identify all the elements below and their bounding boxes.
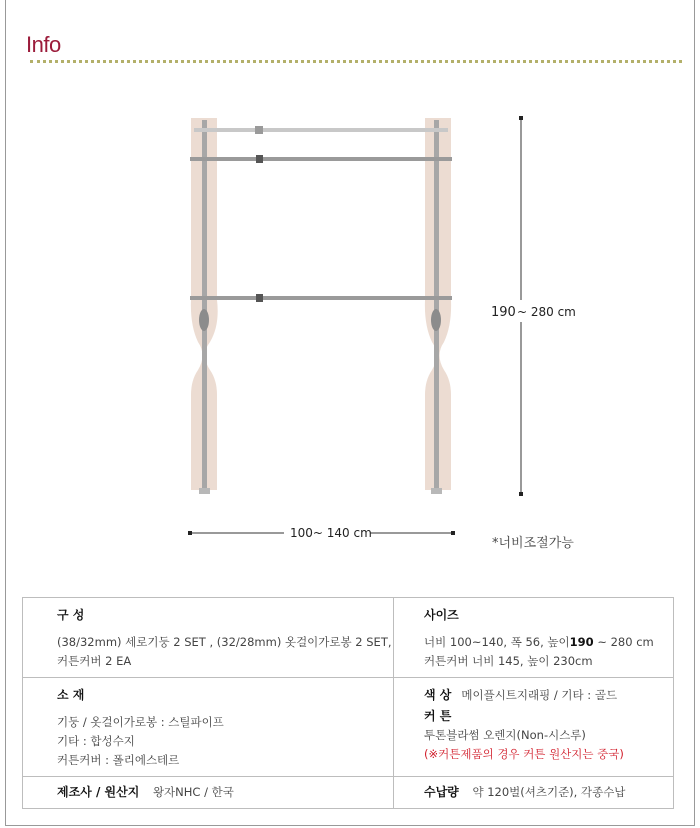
material-line-2: 기타 : 합성수지 — [57, 734, 135, 748]
storage-title: 수납량 — [424, 785, 459, 799]
curtain-value: 투톤블라썸 오렌지(Non-시스루) — [424, 728, 586, 742]
curtain-origin-note: (※커튼제품의 경우 커튼 원산지는 중국) — [424, 747, 624, 761]
width-label: 100~ 140 cm — [290, 526, 372, 540]
top-rail — [194, 128, 448, 132]
height-label-min: 190 — [491, 305, 516, 320]
storage-value: 약 120벌(셔츠기준), 각종수납 — [472, 785, 626, 799]
curtain-title: 커 튼 — [424, 709, 452, 723]
composition-title: 구 성 — [57, 608, 85, 622]
color-row — [424, 686, 673, 705]
hanger-rail-upper — [190, 157, 452, 161]
right-foot — [431, 488, 442, 494]
spec-table — [22, 597, 674, 809]
size-line-2: 커튼커버 너비 145, 높이 230cm — [424, 654, 593, 668]
width-adjustable-note: *너비조절가능 — [492, 536, 574, 551]
left-post — [202, 120, 207, 492]
size-title: 사이즈 — [424, 608, 459, 622]
left-foot — [199, 488, 210, 494]
height-dimension — [491, 116, 576, 496]
size-line-1 — [424, 633, 673, 652]
color-value: 메이플시트지래핑 / 기타 : 골드 — [461, 688, 618, 702]
color-title: 색 상 — [424, 688, 452, 702]
size-line-1-range: ~ 280 cm — [593, 635, 654, 649]
material-line-3: 커튼커버 : 폴리에스테르 — [57, 753, 180, 767]
maker-title: 제조사 / 원산지 — [57, 785, 140, 799]
right-tieback — [431, 309, 441, 331]
left-tieback — [199, 309, 209, 331]
hanger-rail-lower — [190, 296, 452, 300]
composition-line-2: 커튼커버 2 EA — [57, 654, 132, 668]
composition-line-1: (38/32mm) 세로기둥 2 SET , (32/28mm) 옷걸이가로봉 2 SET, — [57, 635, 392, 649]
height-label-max: ~ 280 cm — [517, 305, 576, 319]
right-post — [434, 120, 439, 492]
page-title: Info — [26, 32, 61, 57]
width-dimension — [188, 526, 455, 540]
material-line-1: 기둥 / 옷걸이가로봉 : 스틸파이프 — [57, 715, 224, 729]
maker-value: 왕자NHC / 한국 — [152, 785, 234, 799]
size-line-1-highlight: 190 — [569, 635, 594, 649]
size-line-1-text: 너비 100~140, 폭 56, 높이 — [424, 635, 570, 649]
material-title: 소 재 — [57, 688, 85, 702]
